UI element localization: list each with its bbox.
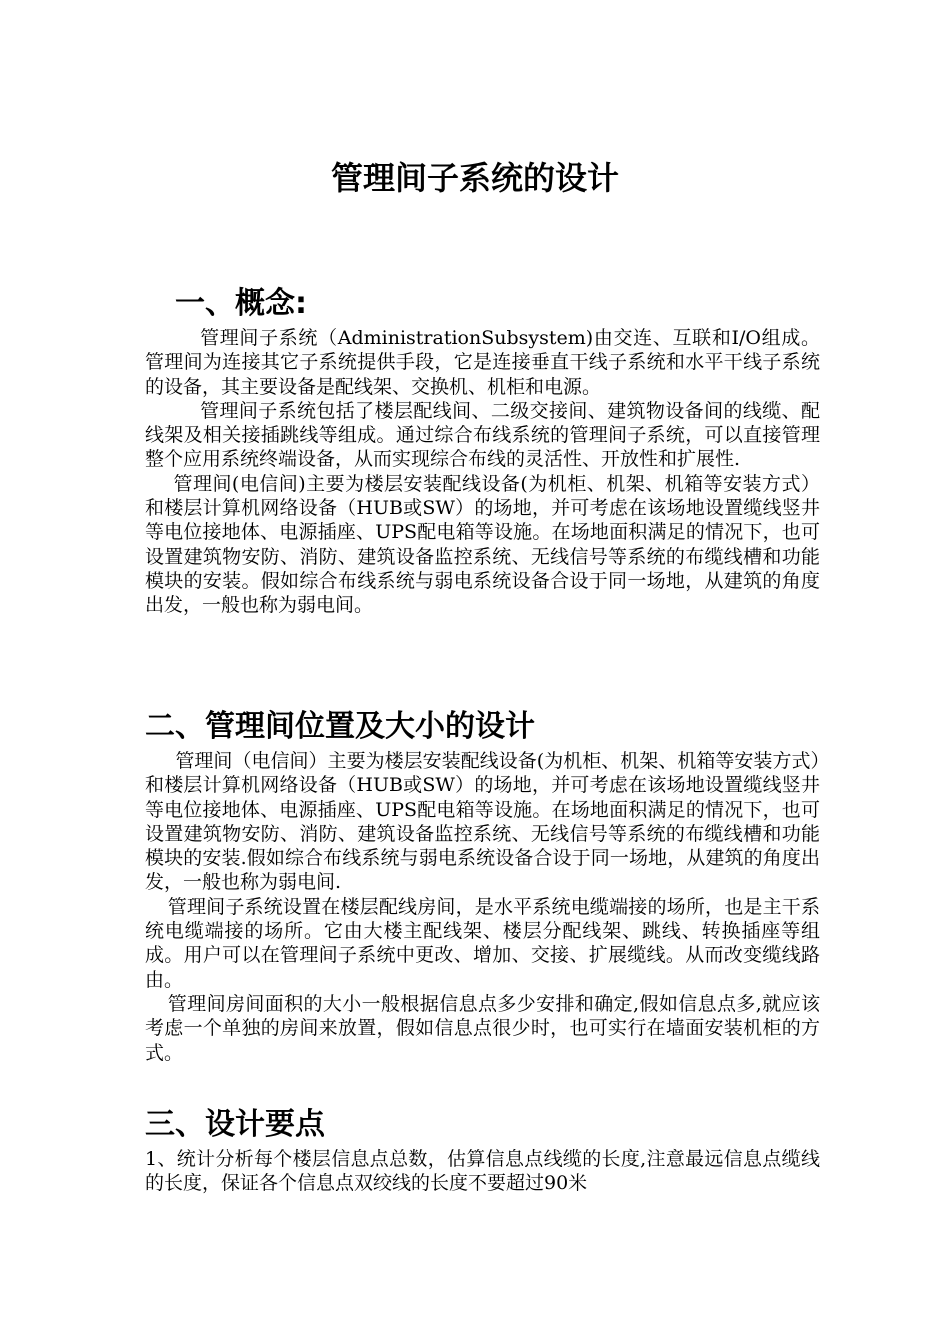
section-concept	[145, 282, 820, 618]
paragraph: 管理间(电信间)主要为楼层安装配线设备(为机柜、机架、机箱等安装方式）和楼层计算机网络设备（HUB或SW）的场地，并可考虑在该场地设置缆线竖井等电位接地体、电源插座、UPS配电箱等设施。在场地面积满足的情况下，也可设置建筑物安防、消防、建筑设备监控系统、无线信号等系统的布缆线槽和功能模块的安装。假如综合布线系统与弱电系统设备合设于同一场地，从建筑的角度出发，一般也称为弱电间。	[145, 472, 820, 617]
paragraph: 管理间子系统设置在楼层配线房间，是水平系统电缆端接的场所，也是主干系统电缆端接的场所。它由大楼主配线架、楼层分配线架、跳线、转换插座等组成。用户可以在管理间子系统中更改、增加、交接、扩展缆线。从而改变缆线路由。	[145, 895, 820, 991]
paragraph: 管理间子系统包括了楼层配线间、二级交接间、建筑物设备间的线缆、配线架及相关接插跳线等组成。通过综合布线系统的管理间子系统，可以直接管理整个应用系统终端设备，从而实现综合布线的灵活性、开放性和扩展性.	[145, 399, 820, 471]
section-heading: 二、管理间位置及大小的设计	[145, 709, 535, 744]
section-location-size	[145, 705, 820, 1065]
section-heading: 三、设计要点	[145, 1107, 325, 1142]
paragraph: 管理间房间面积的大小一般根据信息点多少安排和确定,假如信息点多,就应该考虑一个单独的房间来放置，假如信息点很少时，也可实行在墙面安装机柜的方式。	[145, 992, 820, 1064]
document-title: 管理间子系统的设计	[330, 159, 619, 197]
paragraph: 管理间（电信间）主要为楼层安装配线设备(为机柜、机架、机箱等安装方式）和楼层计算机网络设备（HUB或SW）的场地，并可考虑在该场地设置缆线竖井等电位接地体、电源插座、UPS配电箱等设施。在场地面积满足的情况下，也可设置建筑物安防、消防、建筑设备监控系统、无线信号等系统的布缆线槽和功能模块的安装.假如综合布线系统与弱电系统设备合设于同一场地，从建筑的角度出发，一般也称为弱电间.	[145, 750, 820, 894]
paragraph: 1、统计分析每个楼层信息点总数，估算信息点线缆的长度,注意最远信息点缆线的长度，保证各个信息点双绞线的长度不要超过90米	[145, 1148, 820, 1195]
section-heading: 一、概念:	[175, 286, 307, 321]
paragraph: 管理间子系统（AdministrationSubsystem)由交连、互联和I/O组成。管理间为连接其它子系统提供手段，它是连接垂直干线子系统和水平干线子系统的设备，其主要设备是配线架、交换机、机柜和电源。	[145, 327, 820, 398]
section-design-points	[145, 1103, 820, 1196]
